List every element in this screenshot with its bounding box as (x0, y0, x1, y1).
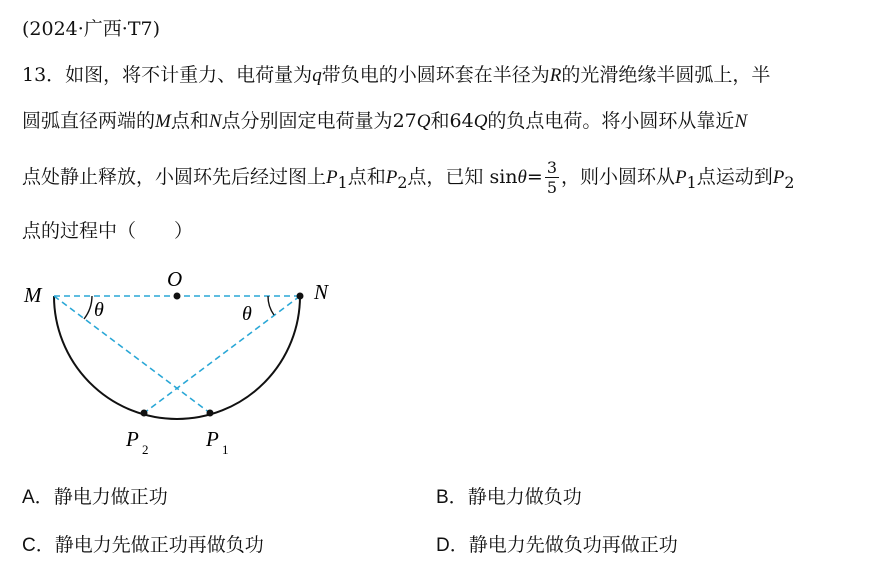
subscript: 2 (784, 172, 795, 192)
question-line-1 (22, 62, 770, 89)
text: 的负点电荷。将小圆环从靠近 (487, 110, 735, 132)
symbol-theta: θ (517, 167, 527, 188)
option-text: 静电力先做正功再做负功 (54, 534, 264, 556)
sin-text: sin (489, 166, 518, 188)
label-p2-subscript: 2 (142, 442, 149, 457)
option-b[interactable] (436, 482, 582, 509)
symbol-q-charge: Q (416, 111, 431, 132)
symbol-p: P (326, 167, 338, 188)
symbol-q: q (312, 65, 322, 86)
label-p1-subscript: 1 (222, 442, 229, 457)
text: ，则小圆环从 (561, 166, 676, 188)
question-line-2 (22, 108, 747, 135)
option-text: 静电力先做负功再做正功 (468, 534, 678, 556)
symbol-n: N (208, 111, 222, 132)
text: 点处静止释放，小圆环先后经过图上 (22, 166, 327, 188)
equals: = (526, 166, 543, 188)
label-theta-left: θ (94, 299, 104, 321)
semicircle-diagram (14, 262, 344, 467)
subscript: 1 (337, 172, 348, 192)
fraction-denominator: 5 (546, 178, 557, 197)
angle-arc-left (84, 296, 92, 319)
symbol-p: P (675, 167, 687, 188)
symbol-q-charge: Q (473, 111, 488, 132)
charge-1-value: 27 (392, 110, 417, 132)
question-line-4: 点的过程中（ ） (22, 220, 194, 242)
charge-2-value: 64 (449, 110, 474, 132)
line-n-p2 (144, 296, 300, 413)
label-n: N (314, 280, 329, 304)
text: 点，已知 (407, 166, 484, 188)
point-o (174, 293, 181, 300)
fraction (545, 160, 559, 196)
text: 带负电的小圆环套在半径为 (321, 64, 550, 86)
label-theta-right: θ (242, 303, 252, 325)
symbol-m: M (155, 111, 171, 132)
question-source: (2024·广西·T7) (22, 18, 161, 40)
angle-arc-right (268, 296, 274, 315)
text: 点运动到 (696, 166, 773, 188)
text: 点分别固定电荷量为 (221, 110, 393, 132)
point-n (297, 293, 304, 300)
text: 点和 (347, 166, 386, 188)
symbol-p: P (385, 167, 398, 188)
semicircle-arc (54, 296, 300, 419)
label-o: O (167, 267, 183, 291)
text: 点和 (170, 110, 209, 132)
point-p2 (141, 410, 148, 417)
question-line-3 (22, 160, 794, 196)
text: 圆弧直径两端的 (22, 110, 156, 132)
label-m: M (24, 283, 42, 307)
symbol-r: R (549, 65, 562, 86)
subscript: 2 (397, 172, 408, 192)
symbol-n: N (734, 111, 748, 132)
option-a[interactable] (22, 482, 168, 509)
label-p2: P (126, 427, 139, 451)
option-text: 静电力做负功 (467, 486, 582, 508)
line-m-p1 (54, 296, 210, 413)
option-letter: A． (22, 487, 54, 508)
label-p1: P (206, 427, 219, 451)
point-p1 (207, 410, 214, 417)
option-text: 静电力做正功 (53, 486, 168, 508)
text: 的光滑绝缘半圆弧上，半 (561, 64, 771, 86)
text: 13．如图，将不计重力、电荷量为 (22, 64, 313, 86)
option-d[interactable] (436, 530, 678, 557)
fraction-numerator: 3 (546, 158, 557, 177)
option-letter: D． (436, 535, 469, 556)
subscript: 1 (686, 172, 697, 192)
option-c[interactable] (22, 530, 264, 557)
text: 和 (430, 110, 450, 132)
option-letter: C． (22, 535, 55, 556)
symbol-p: P (772, 167, 785, 188)
option-letter: B． (436, 487, 468, 508)
